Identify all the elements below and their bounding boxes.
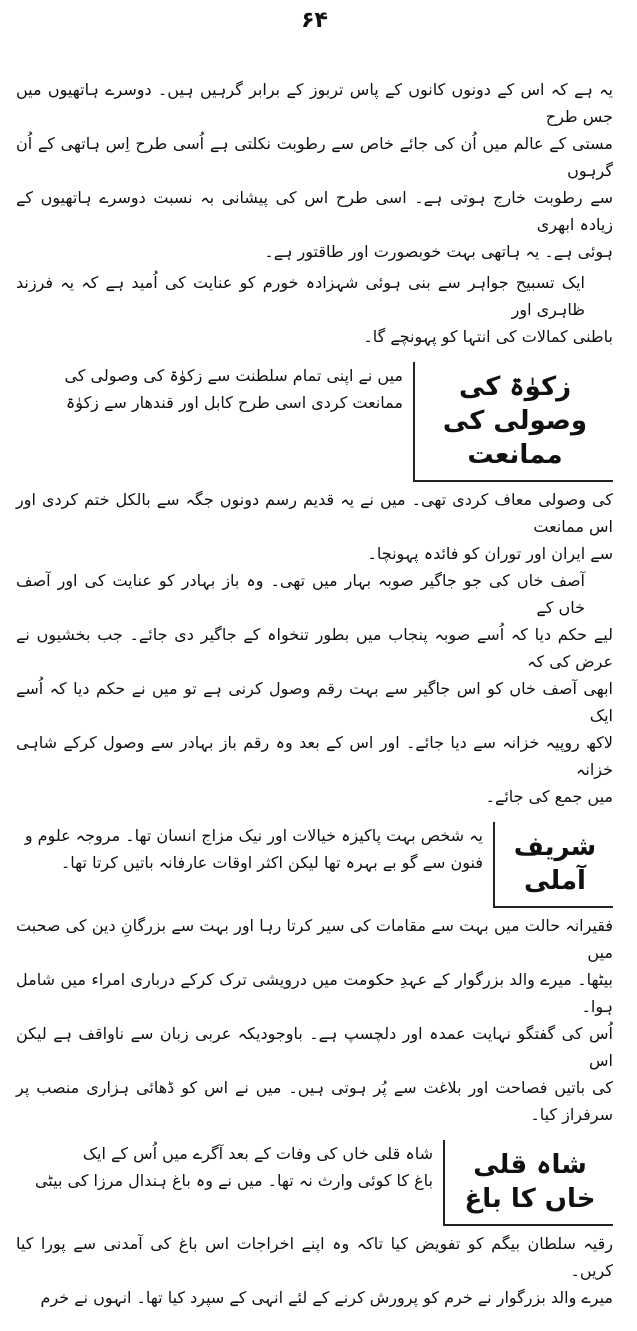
paragraph-rosary [16,269,613,350]
page-number: ۶۴ [301,8,328,33]
text-line: میرے والد بزرگوار نے خرم کو پرورش کرنے کے لئے انہی کے سپرد کیا تھا۔ انہوں نے خرم [40,1288,613,1307]
text-line: کی باتیں فصاحت اور بلاغت سے پُر ہوتی ہیں۔ میں نے اس کو ڈھائی ہزاری منصب پر سرفراز کیا۔ [16,1078,613,1124]
text-line: یہ ہے کہ اس کے دونوں کانوں کے پاس تربوز کے برابر گرہیں ہیں۔ دوسرے ہاتھیوں میں جس طرح [16,80,613,126]
text-line: باغ کا کوئی وارث نہ تھا۔ میں نے وہ باغ ہندال مرزا کی بیٹی [34,1171,433,1190]
paragraph-asaf-khan [16,567,613,810]
section-zakat [16,362,613,567]
text-line: فقیرانہ حالت میں بہت سے مقامات کی سیر کرتا رہا اور بہت سے بزرگانِ دین کی صحبت میں [16,916,613,962]
text-line: یہ شخص بہت پاکیزہ خیالات اور نیک مزاج انسان تھا۔ مروجہ علوم و [24,826,483,845]
text-line: میں نے اپنی تمام سلطنت سے زکوٰۃ کی وصولی کی [64,366,403,385]
text-line: سے ایران اور توران کو فائدہ پہونچا۔ [367,544,613,563]
text-line: بیٹھا۔ میرے والد بزرگوار کے عہدِ حکومت میں درویشی ترک کرکے درباری امراء میں شامل ہوا۔ [16,970,613,1016]
text-line: ممانعت کردی اسی طرح کابل اور قندھار سے زکوٰۃ [65,393,403,412]
text-line: ہوئی ہے۔ یہ ہاتھی بہت خوبصورت اور طاقتور ہے۔ [264,242,613,261]
paragraph-elephant [16,76,613,265]
text-line: رقیہ سلطان بیگم کو تفویض کیا تاکہ وہ اپنے اخراجات اس باغ کی آمدنی سے پورا کیا کریں۔ [16,1234,613,1280]
side-heading: شاہ قلی خاں کا باغ [443,1140,613,1226]
side-heading: شریف آملی [493,822,613,908]
text-line: لاکھ روپیہ خزانہ سے دیا جائے۔ اور اس کے بعد وہ رقم باز بہادر سے وصول کرکے شاہی خزانہ [16,733,613,779]
text-line: ابھی آصف خاں کو اس جاگیر سے بہت رقم وصول کرنی ہے تو میں نے حکم دیا کہ اُسے ایک [16,679,613,725]
text-line: اُس کی گفتگو نہایت عمدہ اور دلچسپ ہے۔ باوجودیکہ عربی زبان سے ناواقف ہے لیکن اس [16,1024,613,1070]
text-line: سے رطوبت خارج ہوتی ہے۔ اسی طرح اس کی پیشانی بہ نسبت دوسرے ہاتھیوں کے زیادہ ابھری [16,188,613,234]
text-line: ایک تسبیح جواہر سے بنی ہوئی شہزادہ خورم کو عنایت کی اُمید ہے کہ یہ فرزند ظاہری اور [16,273,585,319]
text-line: لیے حکم دیا کہ اُسے صوبہ پنجاب میں بطور تنخواہ کے جاگیر دی جائے۔ جب بخشیوں نے عرض کی کہ [16,625,613,671]
side-heading: زکوٰۃ کی وصولی کی ممانعت [413,362,613,482]
text-line: باطنی کمالات کی انتہا کو پہونچے گا۔ [363,327,613,346]
text-line: کی وصولی معاف کردی تھی۔ میں نے یہ قدیم رسم دونوں جگہ سے بالکل ختم کردی اور اس ممانعت [16,490,613,536]
section-sharif-amuli [16,822,613,1128]
text-line: مستی کے عالم میں اُن کی جائے خاص سے رطوبت نکلتی ہے اُسی طرح اِس ہاتھی کے اُن گرہوں [16,134,613,180]
text-line: فنون سے گو بے بہرہ تھا لیکن اکثر اوقات عارفانہ باتیں کرتا تھا۔ [60,853,483,872]
text-line: میں جمع کی جائے۔ [485,787,613,806]
text-line: آصف خاں کی جو جاگیر صوبہ بہار میں تھی۔ وہ باز بہادر کو عنایت کی اور آصف خاں کے [16,571,585,617]
section-shah-quli-garden [16,1140,613,1311]
text-line: شاہ قلی خاں کی وفات کے بعد آگرے میں اُس کے ایک [82,1144,433,1163]
